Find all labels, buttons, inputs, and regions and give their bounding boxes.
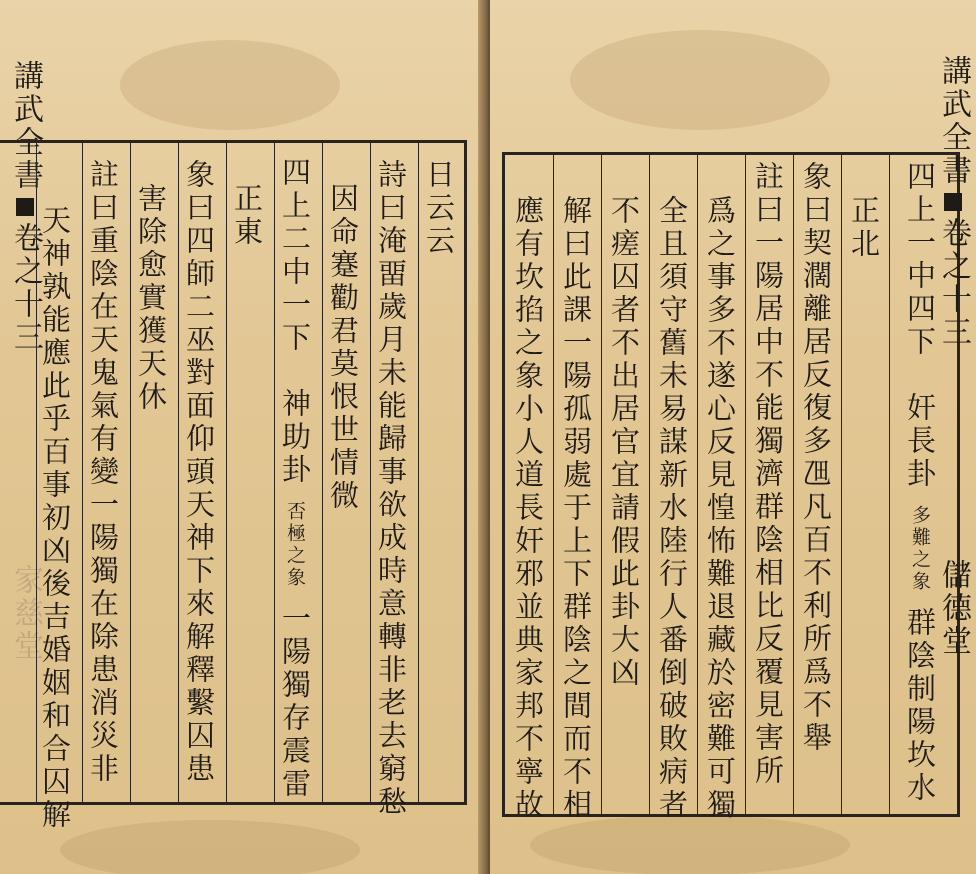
book-title: 講武全書 <box>8 60 43 192</box>
column-rule <box>178 143 179 802</box>
paper-stain <box>60 820 360 874</box>
text-column: 日云云 <box>422 159 456 258</box>
column-main-text: 四上一中四下 奸長卦 <box>903 161 937 491</box>
column-rule <box>274 143 275 802</box>
column-main-text: 群陰制陽坎水 <box>903 607 937 805</box>
text-frame <box>0 140 467 832</box>
column-rule <box>130 143 131 802</box>
fish-tail-mark <box>944 193 962 211</box>
column-rule <box>82 143 83 802</box>
column-rule <box>889 155 890 814</box>
column-main-text: 一陽獨存震雷 <box>278 603 312 801</box>
column-rule <box>226 143 227 802</box>
text-column: 註曰一陽居中不能獨濟群陰相比反覆見害所 <box>751 161 785 788</box>
volume-label: 卷之十三 <box>8 222 43 354</box>
text-column: 正北 <box>847 195 881 261</box>
text-column: 註曰重陰在天鬼氣有變一陽獨在除患消災非 <box>86 159 120 786</box>
text-column: 爲之事多不遂心反見惶怖難退藏於密難可獨 <box>703 195 737 822</box>
right-page-margin <box>932 55 971 835</box>
column-annotation: 否極之象 <box>284 501 306 589</box>
text-column: 正東 <box>230 183 264 249</box>
text-column: 害除愈實獲天休 <box>134 183 168 414</box>
column-rule <box>322 143 323 802</box>
text-column: 全且須守舊未易謀新水陸行人番倒破敗病者 <box>655 195 689 822</box>
book-title: 講武全書 <box>936 55 971 187</box>
column-rule <box>793 155 794 814</box>
text-column: 象曰四師二巫對面仰頭天神下來解釋繫囚患 <box>182 159 216 786</box>
column-rule <box>841 155 842 814</box>
column-main-text: 四上二中一下 神助卦 <box>278 157 312 487</box>
paper-stain <box>570 30 830 130</box>
text-column: 應有坎掐之象小人道長奸邪並典家邦不寧故 <box>511 195 545 822</box>
text-column: 因命蹇勸君莫恨世情微 <box>326 183 360 513</box>
left-page <box>0 0 486 874</box>
text-column: 天神孰能應此乎百事初凶後吉婚姻和合囚解 <box>38 205 72 832</box>
column-rule <box>649 155 650 814</box>
text-column: 解曰此課一陽孤弱處于上下群陰之間而不相 <box>559 195 593 822</box>
text-column: 詩曰淹畱歲月未能歸事欲成時意轉非老去窮愁 <box>374 159 408 819</box>
column-rule <box>418 143 419 802</box>
column-rule <box>745 155 746 814</box>
text-frame <box>502 152 960 822</box>
column-rule <box>697 155 698 814</box>
column-rule <box>36 143 37 802</box>
text-column <box>903 155 937 820</box>
studio-name: 家慈堂 <box>8 564 43 663</box>
column-rule <box>601 155 602 814</box>
column-rule <box>370 143 371 802</box>
text-column: 象曰契濶離居反復多乪凡百不利所爲不舉 <box>799 161 833 755</box>
text-column: 不瘥囚者不出居官宜請假此卦大凶 <box>607 195 641 690</box>
text-column <box>278 143 312 816</box>
column-annotation: 多難之象 <box>909 505 931 593</box>
paper-stain <box>120 40 340 130</box>
studio-name: 儲德堂 <box>936 559 971 658</box>
right-page <box>490 0 976 874</box>
column-rule <box>553 155 554 814</box>
volume-label: 卷之十三 <box>936 217 971 349</box>
